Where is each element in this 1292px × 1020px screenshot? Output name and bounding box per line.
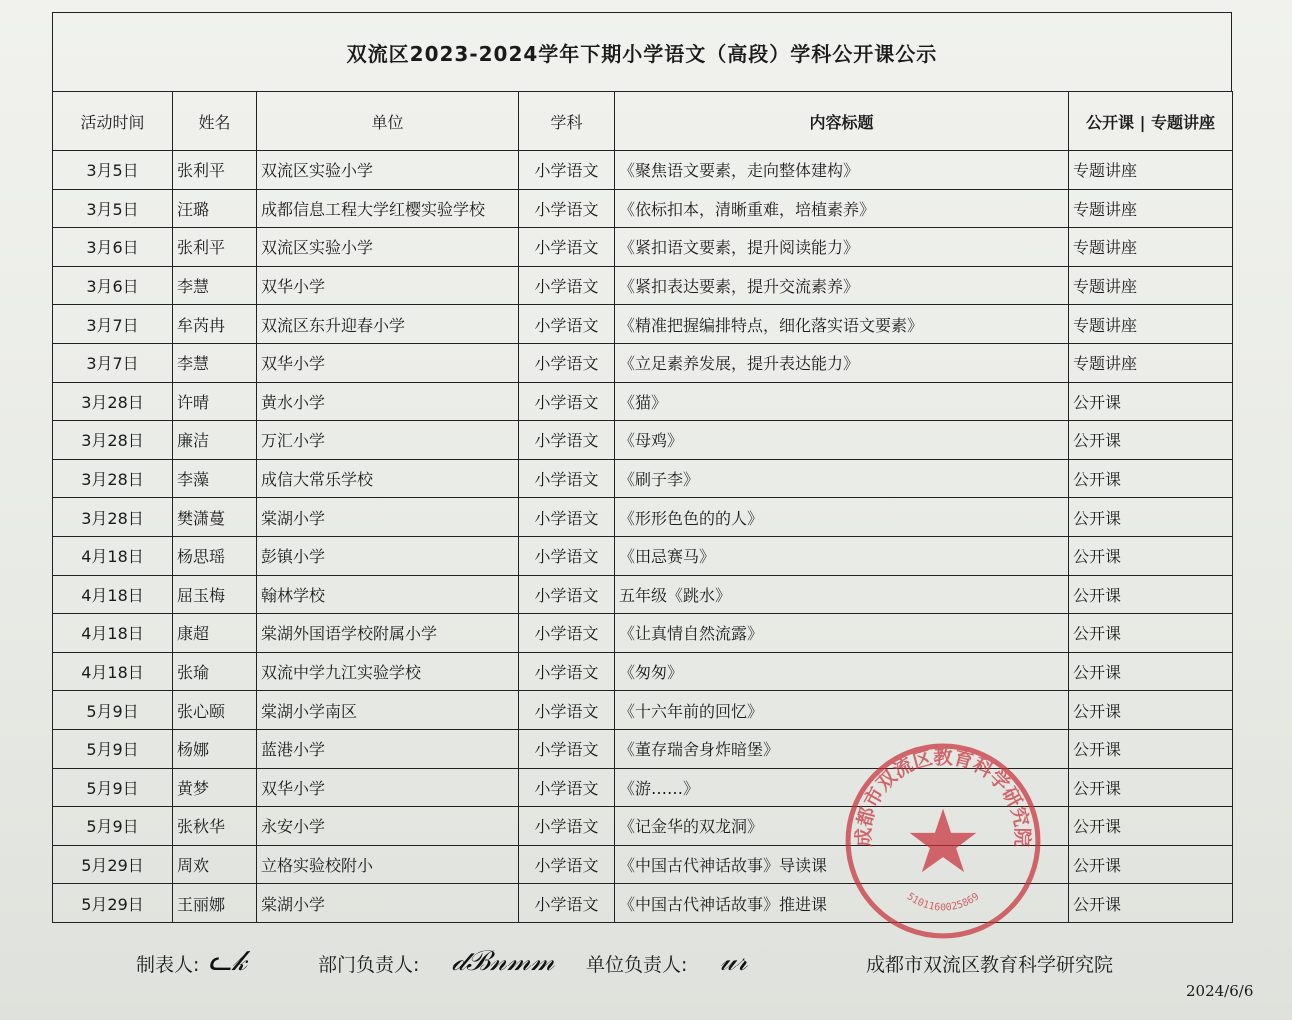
cell-name: 汪璐 <box>173 189 257 228</box>
cell-subject: 小学语文 <box>519 807 615 846</box>
cell-type: 公开课 <box>1069 884 1233 923</box>
cell-date: 4月18日 <box>53 614 173 653</box>
cell-topic: 《形形色色的的人》 <box>615 498 1069 537</box>
table-row <box>53 536 1233 575</box>
cell-type: 专题讲座 <box>1069 151 1233 190</box>
document-title: 双流区2023-2024学年下期小学语文（高段）学科公开课公示 <box>52 12 1232 91</box>
cell-unit: 双华小学 <box>257 266 519 305</box>
cell-topic: 《让真情自然流露》 <box>615 614 1069 653</box>
cell-unit: 棠湖小学南区 <box>257 691 519 730</box>
cell-topic: 《中国古代神话故事》导读课 <box>615 845 1069 884</box>
header-subject: 学科 <box>519 92 615 151</box>
cell-name: 屈玉梅 <box>173 575 257 614</box>
cell-date: 3月7日 <box>53 343 173 382</box>
cell-topic: 《中国古代神话故事》推进课 <box>615 884 1069 923</box>
cell-date: 3月28日 <box>53 459 173 498</box>
cell-subject: 小学语文 <box>519 343 615 382</box>
cell-type: 公开课 <box>1069 845 1233 884</box>
cell-unit: 万汇小学 <box>257 421 519 460</box>
cell-topic: 《立足素养发展，提升表达能力》 <box>615 343 1069 382</box>
cell-type: 专题讲座 <box>1069 266 1233 305</box>
cell-subject: 小学语文 <box>519 266 615 305</box>
cell-date: 5月9日 <box>53 691 173 730</box>
cell-subject: 小学语文 <box>519 382 615 421</box>
cell-subject: 小学语文 <box>519 459 615 498</box>
cell-type: 专题讲座 <box>1069 343 1233 382</box>
cell-name: 杨思瑶 <box>173 536 257 575</box>
cell-topic: 《游……》 <box>615 768 1069 807</box>
cell-name: 张心颐 <box>173 691 257 730</box>
cell-topic: 《记金华的双龙洞》 <box>615 807 1069 846</box>
table-row <box>53 807 1233 846</box>
cell-name: 樊潇蔓 <box>173 498 257 537</box>
cell-name: 张利平 <box>173 228 257 267</box>
cell-unit: 双流区东升迎春小学 <box>257 305 519 344</box>
dept-head-label: 部门负责人: <box>318 954 420 976</box>
table-row <box>53 305 1233 344</box>
cell-subject: 小学语文 <box>519 228 615 267</box>
cell-unit: 蓝港小学 <box>257 729 519 768</box>
cell-date: 3月5日 <box>53 151 173 190</box>
cell-name: 廉洁 <box>173 421 257 460</box>
table-row <box>53 575 1233 614</box>
organization-name: 成都市双流区教育科学研究院 <box>866 954 1114 976</box>
cell-unit: 立格实验校附小 <box>257 845 519 884</box>
table-row <box>53 266 1233 305</box>
cell-date: 3月28日 <box>53 421 173 460</box>
cell-subject: 小学语文 <box>519 884 615 923</box>
cell-name: 李藻 <box>173 459 257 498</box>
cell-type: 专题讲座 <box>1069 228 1233 267</box>
cell-unit: 双华小学 <box>257 768 519 807</box>
cell-type: 公开课 <box>1069 459 1233 498</box>
header-unit: 单位 <box>257 92 519 151</box>
cell-name: 牟芮冉 <box>173 305 257 344</box>
cell-topic: 《十六年前的回忆》 <box>615 691 1069 730</box>
cell-date: 3月28日 <box>53 382 173 421</box>
table-header-row <box>53 92 1233 151</box>
table-row <box>53 729 1233 768</box>
header-topic: 内容标题 <box>615 92 1069 151</box>
table-row <box>53 228 1233 267</box>
cell-subject: 小学语文 <box>519 498 615 537</box>
cell-subject: 小学语文 <box>519 652 615 691</box>
cell-name: 王丽娜 <box>173 884 257 923</box>
cell-date: 4月18日 <box>53 536 173 575</box>
table-row <box>53 768 1233 807</box>
cell-topic: 《紧扣表达要素，提升交流素养》 <box>615 266 1069 305</box>
table-row <box>53 884 1233 923</box>
header-date: 活动时间 <box>53 92 173 151</box>
cell-type: 公开课 <box>1069 498 1233 537</box>
cell-name: 杨娜 <box>173 729 257 768</box>
seal-code: 5101160025869 <box>904 891 982 914</box>
cell-name: 张利平 <box>173 151 257 190</box>
cell-subject: 小学语文 <box>519 691 615 730</box>
table-row <box>53 845 1233 884</box>
cell-name: 李慧 <box>173 266 257 305</box>
cell-topic: 《依标扣本，清晰重难，培植素养》 <box>615 189 1069 228</box>
table-row <box>53 189 1233 228</box>
cell-unit: 双流区实验小学 <box>257 151 519 190</box>
cell-date: 5月29日 <box>53 845 173 884</box>
cell-unit: 彭镇小学 <box>257 536 519 575</box>
cell-type: 公开课 <box>1069 729 1233 768</box>
signature-footer <box>52 942 1232 982</box>
schedule-table <box>52 91 1233 923</box>
document-date: 2024/6/6 <box>1186 982 1254 1000</box>
header-type: 公开课 | 专题讲座 <box>1069 92 1233 151</box>
cell-topic: 《精准把握编排特点，细化落实语文要素》 <box>615 305 1069 344</box>
cell-date: 3月5日 <box>53 189 173 228</box>
cell-date: 5月9日 <box>53 807 173 846</box>
table-row <box>53 421 1233 460</box>
cell-unit: 成信大常乐学校 <box>257 459 519 498</box>
cell-name: 康超 <box>173 614 257 653</box>
table-row <box>53 343 1233 382</box>
table-row <box>53 459 1233 498</box>
cell-unit: 双流区实验小学 <box>257 228 519 267</box>
cell-unit: 双流中学九江实验学校 <box>257 652 519 691</box>
cell-subject: 小学语文 <box>519 575 615 614</box>
notice-document <box>52 12 1232 923</box>
cell-date: 4月18日 <box>53 575 173 614</box>
header-name: 姓名 <box>173 92 257 151</box>
cell-type: 公开课 <box>1069 536 1233 575</box>
cell-subject: 小学语文 <box>519 189 615 228</box>
cell-type: 公开课 <box>1069 768 1233 807</box>
cell-name: 张瑜 <box>173 652 257 691</box>
cell-subject: 小学语文 <box>519 536 615 575</box>
table-row <box>53 652 1233 691</box>
cell-topic: 《紧扣语文要素，提升阅读能力》 <box>615 228 1069 267</box>
cell-type: 专题讲座 <box>1069 305 1233 344</box>
cell-subject: 小学语文 <box>519 151 615 190</box>
cell-type: 公开课 <box>1069 421 1233 460</box>
unit-head-signature: 𝓊𝓇 <box>720 944 748 977</box>
cell-date: 3月28日 <box>53 498 173 537</box>
dept-head-signature: 𝒹ℬ𝓃𝓂𝓂 <box>452 944 555 977</box>
cell-topic: 《猫》 <box>615 382 1069 421</box>
cell-unit: 棠湖外国语学校附属小学 <box>257 614 519 653</box>
cell-name: 李慧 <box>173 343 257 382</box>
cell-type: 公开课 <box>1069 575 1233 614</box>
cell-date: 5月9日 <box>53 768 173 807</box>
cell-unit: 棠湖小学 <box>257 498 519 537</box>
cell-name: 黄梦 <box>173 768 257 807</box>
table-row <box>53 614 1233 653</box>
cell-date: 5月29日 <box>53 884 173 923</box>
cell-topic: 《匆匆》 <box>615 652 1069 691</box>
cell-type: 公开课 <box>1069 382 1233 421</box>
cell-topic: 《田忌赛马》 <box>615 536 1069 575</box>
table-row <box>53 691 1233 730</box>
seal-text: 成都市双流区教育科学研究院 <box>852 745 1034 848</box>
cell-unit: 双华小学 <box>257 343 519 382</box>
cell-type: 公开课 <box>1069 807 1233 846</box>
cell-date: 5月9日 <box>53 729 173 768</box>
cell-topic: 《母鸡》 <box>615 421 1069 460</box>
cell-type: 公开课 <box>1069 691 1233 730</box>
cell-topic: 《聚焦语文要素，走向整体建构》 <box>615 151 1069 190</box>
cell-type: 公开课 <box>1069 614 1233 653</box>
cell-subject: 小学语文 <box>519 768 615 807</box>
cell-date: 3月6日 <box>53 228 173 267</box>
cell-subject: 小学语文 <box>519 729 615 768</box>
maker-label: 制表人: <box>136 954 200 976</box>
cell-unit: 翰林学校 <box>257 575 519 614</box>
cell-date: 3月6日 <box>53 266 173 305</box>
unit-head-label: 单位负责人: <box>586 954 688 976</box>
cell-date: 3月7日 <box>53 305 173 344</box>
table-row <box>53 151 1233 190</box>
cell-date: 4月18日 <box>53 652 173 691</box>
cell-subject: 小学语文 <box>519 421 615 460</box>
cell-unit: 棠湖小学 <box>257 884 519 923</box>
cell-type: 专题讲座 <box>1069 189 1233 228</box>
table-row <box>53 382 1233 421</box>
cell-name: 许晴 <box>173 382 257 421</box>
cell-unit: 永安小学 <box>257 807 519 846</box>
cell-topic: 《董存瑞舍身炸暗堡》 <box>615 729 1069 768</box>
cell-name: 周欢 <box>173 845 257 884</box>
cell-unit: 黄水小学 <box>257 382 519 421</box>
cell-subject: 小学语文 <box>519 845 615 884</box>
cell-type: 公开课 <box>1069 652 1233 691</box>
cell-subject: 小学语文 <box>519 614 615 653</box>
maker-signature: ᓚ𝓀 <box>208 944 247 977</box>
cell-unit: 成都信息工程大学红樱实验学校 <box>257 189 519 228</box>
cell-subject: 小学语文 <box>519 305 615 344</box>
cell-name: 张秋华 <box>173 807 257 846</box>
cell-topic: 五年级《跳水》 <box>615 575 1069 614</box>
cell-topic: 《刷子李》 <box>615 459 1069 498</box>
table-row <box>53 498 1233 537</box>
